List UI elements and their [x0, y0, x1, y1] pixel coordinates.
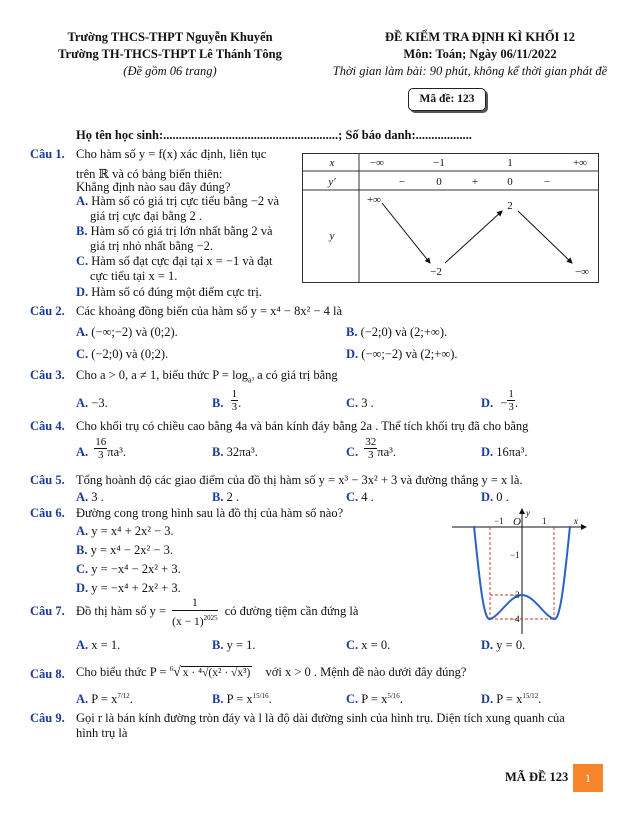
- q5-stem: Tổng hoành độ các giao điểm của đồ thị hàm số y = x³ − 3x² + 3 và đường thẳng y = x là.: [76, 473, 523, 487]
- q3-stem: [76, 368, 338, 385]
- sbd-label: Số báo danh:: [345, 128, 416, 142]
- q8-option-b: [212, 692, 272, 707]
- q6-origin-label: O: [513, 516, 521, 528]
- q5-option-c: [346, 490, 374, 505]
- q4-option-c-tail: πa³.: [377, 445, 397, 459]
- variation-table-svg: [302, 153, 599, 283]
- student-name-label: Họ tên học sinh:: [76, 128, 164, 142]
- q6-ytick-neg1: −1: [510, 550, 520, 560]
- q5-option-b: [212, 490, 239, 505]
- vt-y-min: −2: [430, 266, 442, 278]
- student-name-dots: ........................................................;: [163, 128, 343, 142]
- q8-option-a-letter: A.: [76, 692, 89, 707]
- q2-option-c: [76, 347, 168, 362]
- q8-stem-pre: Cho biểu thức P =: [76, 665, 167, 680]
- q1-stem-line2: trên ℝ và có bảng biến thiên:: [76, 167, 223, 181]
- q3-option-d-minus: −: [500, 396, 508, 410]
- q6-option-a: [76, 524, 174, 539]
- footer-page-badge: [573, 764, 603, 792]
- q4-option-d: [481, 445, 528, 460]
- q7-option-a-letter: A.: [76, 638, 89, 652]
- vt-y-label: y: [329, 230, 335, 242]
- q7-option-b-letter: B.: [212, 638, 224, 652]
- q6-option-a-text: y = x⁴ + 2x² − 3.: [91, 524, 174, 538]
- q4-option-b-letter: B.: [212, 445, 224, 459]
- q7-option-d-letter: D.: [481, 638, 494, 652]
- q1-option-a-text1: Hàm số có giá trị cực tiểu bằng −2 và: [91, 194, 280, 208]
- q4-stem: Cho khối trụ có chiều cao bằng 4a và bán kính đáy bằng 2a . Thể tích khối trụ đã cho bằng: [76, 419, 529, 433]
- q7-stem-pre: Đồ thị hàm số y =: [76, 604, 167, 618]
- q1-option-b-line2: giá trị nhỏ nhất bằng −2.: [90, 239, 213, 253]
- q7-option-d-text: y = 0.: [496, 638, 526, 652]
- school-name-1: Trường THCS-THPT Nguyễn Khuyến: [67, 30, 273, 44]
- q4-option-b: [212, 445, 258, 460]
- q3-option-c-letter: C.: [346, 396, 359, 410]
- q2-stem: Các khoảng đồng biến của hàm số y = x⁴ − 8x² − 4 là: [76, 304, 343, 318]
- q1-number: Câu 1.: [30, 147, 65, 161]
- q8-option-d-dot: .: [538, 692, 542, 707]
- q3-option-c-text: 3 .: [361, 396, 374, 410]
- exam-code-text: Mã đề: 123: [419, 93, 475, 105]
- q7-option-b: [212, 638, 256, 653]
- q7-frac-exp: 2025: [203, 614, 218, 622]
- q5-option-a-letter: A.: [76, 490, 89, 504]
- q2-option-a-text: (−∞;−2) và (0;2).: [91, 325, 178, 339]
- q5-option-c-letter: C.: [346, 490, 359, 504]
- q1-option-a: [76, 194, 279, 209]
- q3-stem-text: Cho a > 0, a ≠ 1, biểu thức P = log: [76, 368, 249, 382]
- q7-option-c-letter: C.: [346, 638, 359, 652]
- q4-option-c-den: 3: [368, 449, 374, 461]
- vt-arrow-down-1: [382, 203, 430, 263]
- q8-option-a-exp: 7/12: [117, 692, 130, 700]
- q8-option-b-letter: B.: [212, 692, 224, 707]
- vt-yp-sign1: −: [398, 176, 406, 188]
- q8-option-b-text: P = x: [226, 692, 253, 707]
- q7-number: Câu 7.: [30, 604, 65, 618]
- q4-number: Câu 4.: [30, 419, 65, 433]
- q4-option-a: [76, 436, 126, 461]
- q5-option-c-text: 4 .: [361, 490, 374, 504]
- q6-graph: [450, 506, 590, 636]
- q7-frac-den: (x − 1): [172, 615, 204, 628]
- q6-x-label: x: [574, 516, 578, 526]
- q4-option-a-den: 3: [98, 449, 104, 461]
- q3-option-d: [481, 388, 518, 413]
- q1-option-d-letter: D.: [76, 285, 89, 299]
- q2-option-c-text: (−2;0) và (0;2).: [91, 347, 169, 361]
- q5-option-a: [76, 490, 104, 505]
- q4-option-d-text: 16πa³.: [496, 445, 528, 459]
- footer-page-number: 1: [585, 771, 591, 785]
- q3-option-b-den: 3: [231, 401, 238, 413]
- q6-option-b: [76, 543, 173, 558]
- q8-number: Câu 8.: [30, 667, 65, 681]
- vt-y-neg-inf: −∞: [574, 266, 590, 278]
- q2-option-d-letter: D.: [346, 347, 359, 361]
- q7-option-d: [481, 638, 525, 653]
- q6-number: Câu 6.: [30, 506, 65, 520]
- q1-option-d: [76, 285, 262, 300]
- q1-stem-line3: Khẳng định nào sau đây đúng?: [76, 180, 231, 194]
- q1-option-c: [76, 254, 273, 269]
- q8-option-a: [76, 692, 133, 707]
- q1-option-b: [76, 224, 273, 239]
- q2-option-b-text: (−2;0) và (2;+∞).: [360, 325, 448, 339]
- q5-option-d-letter: D.: [481, 490, 494, 504]
- q4-option-c-num: 32: [365, 436, 377, 448]
- q3-stem-end: a có giá trị bằng: [254, 368, 338, 382]
- subject-date: Môn: Toán; Ngày 06/11/2022: [403, 47, 557, 61]
- q8-option-c-letter: C.: [346, 692, 359, 707]
- q6-graph-svg: [450, 506, 590, 636]
- q6-option-c: [76, 562, 181, 577]
- q2-option-a-letter: A.: [76, 325, 89, 339]
- q8-option-d-exp: 15/12: [522, 692, 539, 700]
- q5-option-d-text: 0 .: [496, 490, 509, 504]
- school-name-2: Trường TH-THCS-THPT Lê Thánh Tông: [58, 47, 282, 61]
- q3-option-b: [212, 388, 241, 413]
- q5-option-d: [481, 490, 509, 505]
- vt-arrow-up: [445, 211, 502, 263]
- q8-option-b-exp: 15/16: [252, 692, 269, 700]
- q4-option-d-letter: D.: [481, 445, 494, 459]
- q4-option-a-tail: πa³.: [107, 445, 127, 459]
- q8-root-body: x · ⁴√(x² · √x³): [182, 667, 251, 680]
- vt-yprime-label: y′: [328, 176, 336, 188]
- q6-y-label: y: [526, 508, 530, 518]
- q7-option-c: [346, 638, 390, 653]
- q8-option-a-dot: .: [129, 692, 133, 707]
- q3-log-base: a³: [248, 375, 254, 385]
- vt-yp-zero1: 0: [436, 176, 442, 188]
- vt-yp-sign2: +: [471, 176, 479, 188]
- q6-option-d: [76, 581, 181, 596]
- q4-option-c: [346, 436, 396, 461]
- q3-option-d-den: 3: [508, 401, 514, 413]
- vt-yp-sign3: −: [543, 176, 551, 188]
- q3-option-d-dot: .: [514, 396, 518, 410]
- q5-option-b-text: 2 .: [226, 490, 240, 504]
- q1-option-c-text1: Hàm số đạt cực đại tại x = −1 và đạt: [91, 254, 273, 268]
- q9-stem-line1: Gọi r là bán kính đường tròn đáy và l là độ dài đường sinh của hình trụ. Diện tích xung quanh của: [76, 711, 565, 725]
- q8-option-a-text: P = x: [91, 692, 118, 707]
- time-note: Thời gian làm bài: 90 phút, không kể thời gian phát đề: [332, 64, 608, 78]
- q3-option-b-num: 1: [231, 388, 238, 400]
- q5-option-b-letter: B.: [212, 490, 224, 504]
- q2-option-a: [76, 325, 178, 340]
- vt-y-max: 2: [507, 200, 513, 212]
- q7-stem: [76, 596, 358, 629]
- q8-option-c-exp: 5/16: [387, 692, 400, 700]
- vt-x-1: 1: [507, 157, 513, 169]
- q2-option-c-letter: C.: [76, 347, 89, 361]
- vt-x-neg-inf: −∞: [369, 157, 385, 169]
- q2-number: Câu 2.: [30, 304, 65, 318]
- q6-stem: Đường cong trong hình sau là đồ thị của hàm số nào?: [76, 506, 344, 520]
- q3-option-b-letter: B.: [212, 396, 224, 410]
- vt-x-pos-inf: +∞: [572, 157, 588, 169]
- q3-option-d-num: 1: [508, 388, 514, 400]
- q5-option-a-text: 3 .: [91, 490, 104, 504]
- q3-option-a-text: −3.: [91, 396, 108, 410]
- exam-title: ĐỀ KIỂM TRA ĐỊNH KÌ KHỐI 12: [384, 30, 576, 44]
- q2-option-d-text: (−∞;−2) và (2;+∞).: [361, 347, 458, 361]
- q8-option-d-text: P = x: [496, 692, 523, 707]
- q6-option-c-text: y = −x⁴ − 2x² + 3.: [91, 562, 181, 576]
- q3-option-a-letter: A.: [76, 396, 89, 410]
- q6-ytick-neg4: −4: [510, 614, 520, 624]
- q8-option-c: [346, 692, 403, 707]
- q8-option-d: [481, 692, 541, 707]
- q8-option-c-text: P = x: [361, 692, 388, 707]
- q8-stem: Cho biểu thức P = $^6$√ x · ⁴√(x² · √x³) với x > 0 . Mệnh đề nào dưới đây đúng?: [76, 665, 467, 681]
- q8-option-c-dot: .: [399, 692, 403, 707]
- footer-exam-code: MÃ ĐỀ 123: [505, 770, 569, 784]
- sbd-dots: ..................: [415, 128, 472, 142]
- exam-code-box: [408, 88, 486, 111]
- q8-option-d-letter: D.: [481, 692, 494, 707]
- q6-option-d-text: y = −x⁴ + 2x² + 3.: [91, 581, 181, 595]
- q7-option-b-text: y = 1.: [226, 638, 256, 652]
- q8-root-index: 6: [169, 665, 174, 673]
- q7-option-a: [76, 638, 120, 653]
- q3-option-b-dot: .: [238, 396, 242, 410]
- q6-option-d-letter: D.: [76, 581, 89, 595]
- q2-option-d: [346, 347, 458, 362]
- q6-option-b-letter: B.: [76, 543, 88, 557]
- q3-option-a: [76, 396, 108, 411]
- q9-number: Câu 9.: [30, 711, 65, 725]
- q1-option-a-letter: A.: [76, 194, 89, 208]
- q4-option-b-text: 32πa³.: [226, 445, 258, 459]
- q6-option-a-letter: A.: [76, 524, 89, 538]
- q7-option-a-text: x = 1.: [91, 638, 121, 652]
- q1-option-c-letter: C.: [76, 254, 89, 268]
- q4-option-c-letter: C.: [346, 445, 359, 459]
- q3-option-d-letter: D.: [481, 396, 494, 410]
- q8-stem-post: với x > 0 . Mệnh đề nào dưới đây đúng?: [265, 665, 467, 680]
- q7-option-c-text: x = 0.: [361, 638, 391, 652]
- q1-option-d-text: Hàm số có đúng một điểm cực trị.: [91, 285, 262, 299]
- q3-option-c: [346, 396, 374, 411]
- q6-xtick-1: 1: [542, 516, 547, 526]
- pages-note: (Đề gồm 06 trang): [123, 64, 217, 78]
- q9-stem-line2: hình trụ là: [76, 726, 128, 740]
- q6-ytick-neg3: −3: [510, 590, 520, 600]
- q1-option-a-line2: giá trị cực đại bằng 2 .: [90, 209, 202, 223]
- q4-option-a-letter: A.: [76, 445, 89, 459]
- q1-stem-line1: Cho hàm số y = f(x) xác định, liên tục: [76, 147, 267, 161]
- q1-option-b-text1: Hàm số có giá trị lớn nhất bằng 2 và: [90, 224, 273, 238]
- q8-option-b-dot: .: [268, 692, 272, 707]
- q5-number: Câu 5.: [30, 473, 65, 487]
- q6-option-b-text: y = x⁴ − 2x² − 3.: [90, 543, 173, 557]
- q1-option-c-line2: cực tiểu tại x = 1.: [90, 269, 178, 283]
- q2-option-b: [346, 325, 447, 340]
- q4-option-a-num: 16: [95, 436, 107, 448]
- vt-x-minus1: −1: [433, 157, 445, 169]
- variation-table: [302, 153, 599, 283]
- vt-y-pos-inf: +∞: [366, 194, 382, 206]
- q6-option-c-letter: C.: [76, 562, 89, 576]
- q7-stem-post: có đường tiệm cần đứng là: [224, 604, 359, 618]
- q1-option-b-letter: B.: [76, 224, 88, 238]
- vt-arrow-down-2: [518, 211, 572, 263]
- q7-frac-num: 1: [172, 596, 217, 611]
- q3-number: Câu 3.: [30, 368, 65, 382]
- vt-x-label: x: [329, 157, 335, 169]
- q2-option-b-letter: B.: [346, 325, 358, 339]
- vt-yp-zero2: 0: [507, 176, 513, 188]
- q6-xtick-neg1: −1: [494, 516, 504, 526]
- student-info-line: [76, 128, 472, 143]
